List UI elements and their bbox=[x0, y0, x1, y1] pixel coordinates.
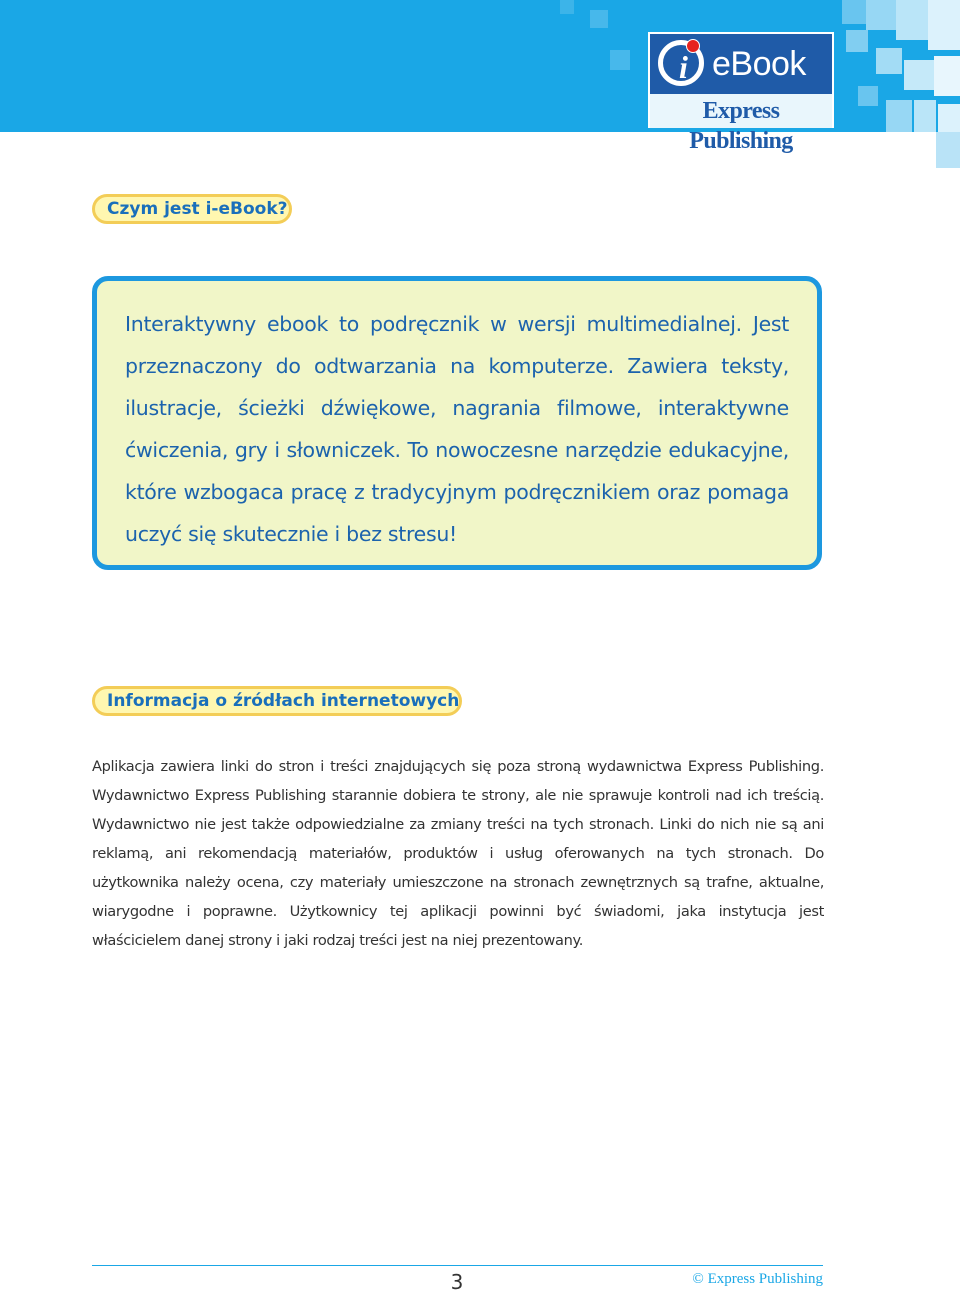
header-deco-block bbox=[914, 100, 936, 132]
red-dot-icon bbox=[686, 39, 700, 53]
header-deco-block bbox=[904, 60, 934, 90]
header-deco-block bbox=[928, 0, 960, 50]
header-deco-block bbox=[866, 0, 896, 30]
header-deco-block bbox=[560, 0, 574, 14]
header-deco-block bbox=[936, 132, 960, 168]
header-deco-block bbox=[842, 0, 866, 24]
section1-heading: Czym jest i-eBook? bbox=[92, 194, 292, 224]
logo-brand-text: eBook bbox=[712, 45, 806, 83]
header-deco-block bbox=[590, 10, 608, 28]
page-number: 3 bbox=[450, 1270, 464, 1294]
intro-text: Interaktywny ebook to podręcznik w wersji multimedialnej. Jest przeznaczony do odtwarzania na komputerze. Zawiera teksty, ilustracje, ścieżki dźwiękowe, nagrania filmowe, interaktywne ćwiczenia, gry i słowniczek. To nowoczesne narzędzie edukacyjne, które wzbogaca pracę z tradycyjnym podręcznikiem oraz pomaga uczyć się skutecznie i bez stresu! bbox=[125, 312, 789, 546]
intro-box bbox=[92, 276, 822, 570]
header-deco-block bbox=[938, 104, 960, 132]
internet-sources-text: Aplikacja zawiera linki do stron i treści znajdujących się poza stroną wydawnictwa Express Publishing. Wydawnictwo Express Publishing starannie dobiera te strony, ale nie sprawuje kontroli nad ich treścią. Wydawnictwo nie jest także odpowiedzialne za zmiany treści na tych stronach. Linki do nich nie są ani reklamą, ani rekomendacją materiałów, produktów i usług oferowanych na tych stronach. Do użytkownika należy ocena, czy materiały umieszczone na stronach zewnętrznych są trafne, aktualne, wiarygodne i poprawne. Użytkownicy tej aplikacji powinni być świadomi, jaka instytucja jest właścicielem danej strony i jaki rodzaj treści jest na niej prezentowany. bbox=[92, 758, 824, 949]
footer-divider bbox=[92, 1265, 823, 1266]
header-deco-block bbox=[886, 100, 912, 132]
section2-heading: Informacja o źródłach internetowych bbox=[92, 686, 462, 716]
logo-publisher-text: Express Publishing bbox=[689, 98, 793, 154]
i-circle-icon: i bbox=[658, 40, 704, 86]
header-deco-block bbox=[610, 50, 630, 70]
header-deco-block bbox=[896, 0, 928, 40]
header-deco-block bbox=[858, 86, 878, 106]
header-deco-block bbox=[876, 48, 902, 74]
header-deco-block bbox=[934, 56, 960, 96]
header-deco-block bbox=[846, 30, 868, 52]
ebook-logo bbox=[648, 32, 834, 154]
copyright-text: © Express Publishing bbox=[692, 1271, 823, 1287]
